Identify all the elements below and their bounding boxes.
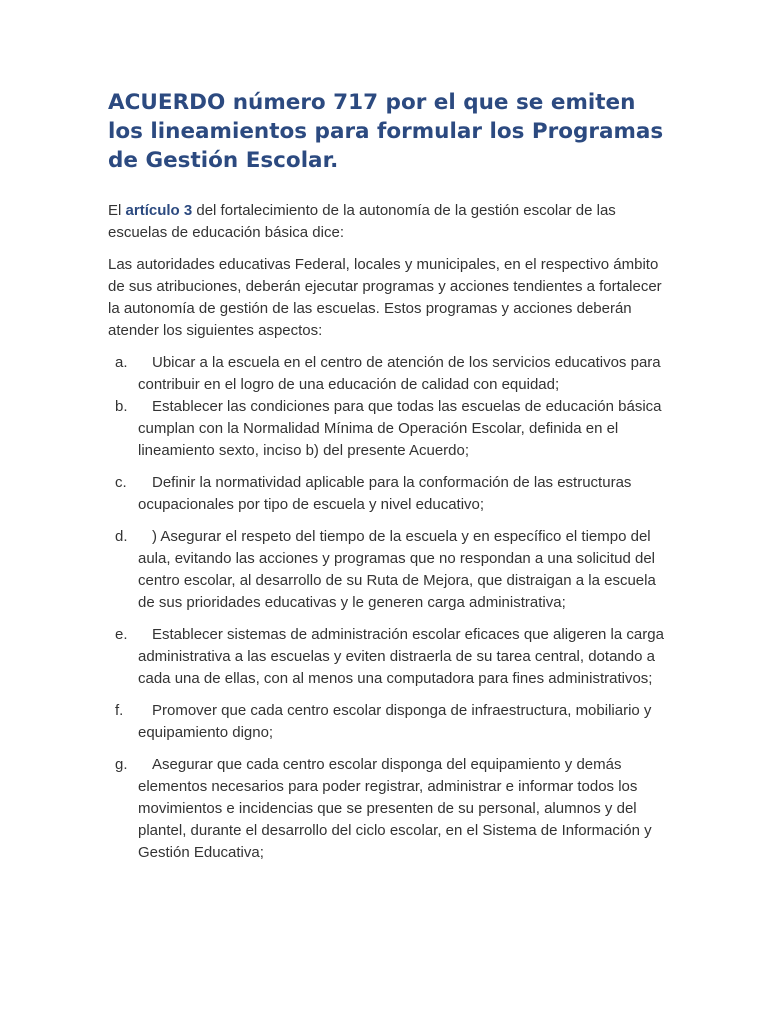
list-item	[108, 700, 668, 744]
list-item-text: Establecer sistemas de administración escolar eficaces que aligeren la carga administrativa a las escuelas y eviten distraerla de su tarea central, dotando a cada una de ellas, con al menos una computadora para fines administrativos;	[138, 626, 664, 687]
intro-after: del fortalecimiento de la autonomía de la gestión escolar de las escuelas de educación básica dice:	[108, 202, 616, 241]
list-item	[108, 352, 668, 396]
aspects-list	[108, 352, 668, 864]
list-marker: g.	[115, 756, 128, 773]
list-item	[108, 624, 668, 690]
article-link[interactable]: artículo 3	[125, 202, 193, 219]
body-paragraph: Las autoridades educativas Federal, locales y municipales, en el respectivo ámbito de sus atribuciones, deberán ejecutar programas y acciones tendientes a fortalecer la autonomía de gestión de las escuelas. Estos programas y acciones deberán atender los siguientes aspectos:	[108, 256, 662, 339]
list-marker: a.	[115, 354, 128, 371]
list-item-text: ) Asegurar el respeto del tiempo de la escuela y en específico el tiempo del aula, evitando las acciones y programas que no respondan a una solicitud del centro escolar, al desarrollo de su Ruta de Mejora, que distraigan a la escuela de sus prioridades educativas y le generen carga administrativa;	[138, 528, 656, 611]
document-title: ACUERDO número 717 por el que se emiten los lineamientos para formular los Programas de Gestión Escolar.	[108, 90, 664, 173]
intro-before: El	[108, 202, 126, 219]
list-item-text: Asegurar que cada centro escolar disponga del equipamiento y demás elementos necesarios para poder registrar, administrar e informar todos los movimientos e incidencias que se presenten de su personal, alumnos y del plantel, durante el desarrollo del ciclo escolar, en el Sistema de Información y Gestión Educativa;	[138, 756, 652, 861]
list-item-text: Definir la normatividad aplicable para la conformación de las estructuras ocupacionales por tipo de escuela y nivel educativo;	[138, 474, 632, 513]
list-item	[108, 754, 668, 864]
list-item	[108, 472, 668, 516]
list-marker: e.	[115, 626, 128, 643]
list-item-text: Promover que cada centro escolar disponga de infraestructura, mobiliario y equipamiento digno;	[138, 702, 652, 741]
list-item	[108, 526, 668, 614]
list-marker: b.	[115, 398, 128, 415]
list-marker: c.	[115, 474, 127, 491]
intro-paragraph	[108, 200, 668, 244]
list-marker: d.	[115, 528, 128, 545]
list-item-text: Ubicar a la escuela en el centro de atención de los servicios educativos para contribuir en el logro de una educación de calidad con equidad;	[138, 354, 661, 393]
list-marker: f.	[115, 702, 124, 719]
list-item-text: Establecer las condiciones para que todas las escuelas de educación básica cumplan con la Normalidad Mínima de Operación Escolar, definida en el lineamiento sexto, inciso b) del presente Acuerdo;	[138, 398, 662, 459]
list-item	[108, 396, 668, 462]
document-page	[108, 88, 668, 874]
